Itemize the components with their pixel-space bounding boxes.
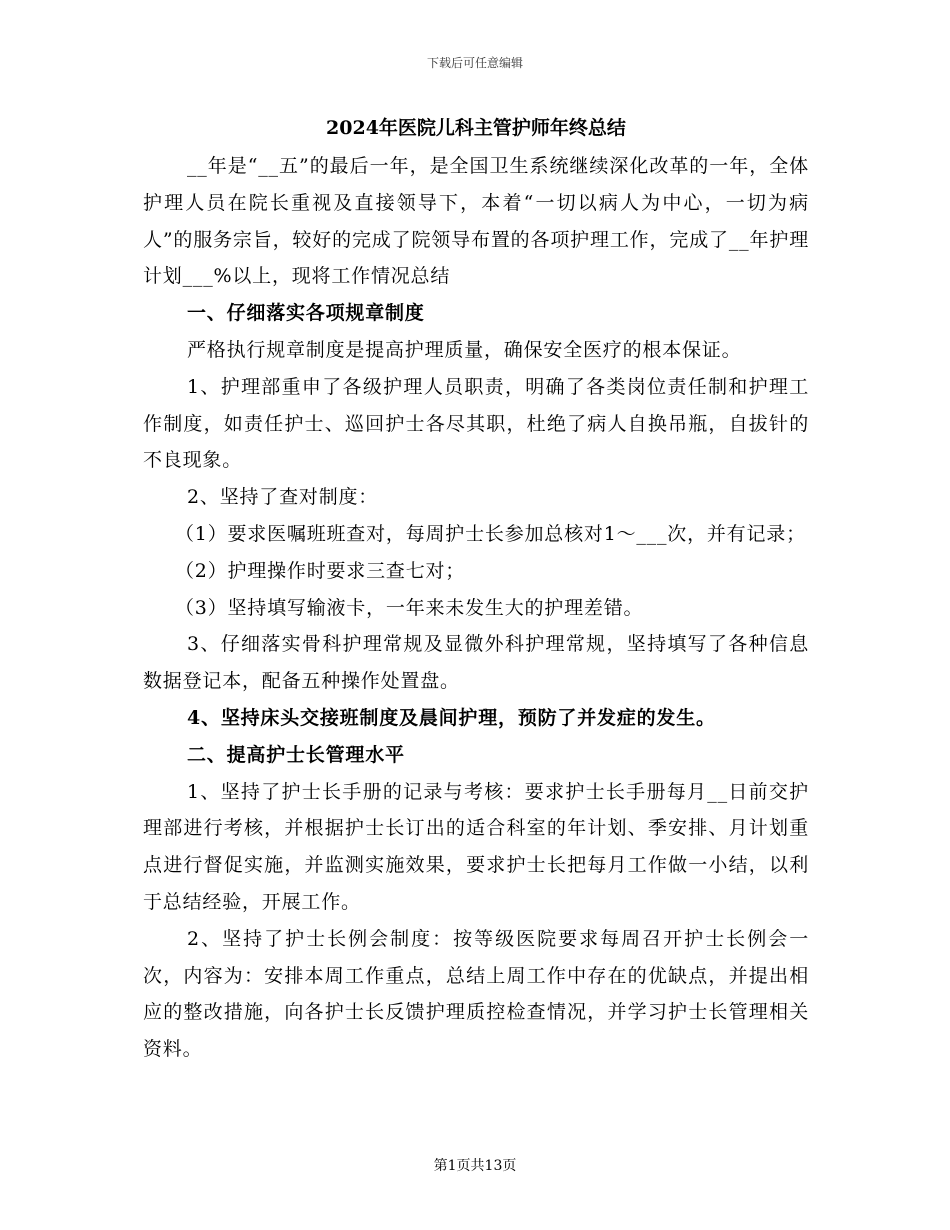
section-1-lead: 严格执行规章制度是提高护理质量，确保安全医疗的根本保证。: [187, 338, 742, 361]
section-1-item-4: 4、坚持床头交接班制度及晨间护理，预防了并发症的发生。: [187, 706, 716, 729]
page-footer: 第1页共13页: [433, 1158, 517, 1174]
section-1-item-2-sub-3: （3）坚持填写输液卡，一年来未发生大的护理差错。: [175, 596, 644, 619]
section-1-heading: 一、仔细落实各项规章制度: [187, 302, 425, 325]
document-body: [143, 112, 809, 1068]
page-header: 下载后可任意编辑: [426, 56, 523, 70]
section-2-heading: 二、提高护士长管理水平: [187, 743, 405, 766]
section-2-item-2: 2、坚持了护士长例会制度：按等级医院要求每周召开护士长例会一次，内容为：安排本周工作重点，总结上周工作中存在的优缺点，并提出相应的整改措施，向各护士长反馈护理质控检查情况，并学习护士长管理相关资料。: [143, 927, 809, 1061]
section-1-item-2-sub-2: （2）护理操作时要求三查七对；: [175, 559, 466, 582]
section-2-item-1: 1、坚持了护士长手册的记录与考核：要求护士长手册每月__日前交护理部进行考核，并根据护士长订出的适合科室的年计划、季安排、月计划重点进行督促实施，并监测实施效果，要求护士长把每月工作做一小结，以利于总结经验，开展工作。: [143, 780, 809, 913]
section-1-item-1: 1、护理部重申了各级护理人员职责，明确了各类岗位责任制和护理工作制度，如责任护士、巡回护士各尽其职，杜绝了病人自换吊瓶，自拔针的不良现象。: [143, 375, 809, 472]
intro-paragraph: __年是“__五”的最后一年，是全国卫生系统继续深化改革的一年，全体护理人员在院长重视及直接领导下，本着“一切以病人为中心，一切为病人”的服务宗旨，较好的完成了院领导布置的各项护理工作，完成了__年护理计划___%以上，现将工作情况总结: [143, 155, 809, 288]
section-1-item-3: 3、仔细落实骨科护理常规及显微外科护理常规，坚持填写了各种信息数据登记本，配备五种操作处置盘。: [143, 633, 809, 693]
document-title: 2024年医院儿科主管护师年终总结: [326, 117, 626, 139]
section-1-item-2: 2、坚持了查对制度：: [187, 486, 379, 509]
section-1-item-2-sub-1: （1）要求医嘱班班查对，每周护士长参加总核对1～___次，并有记录；: [175, 522, 806, 545]
